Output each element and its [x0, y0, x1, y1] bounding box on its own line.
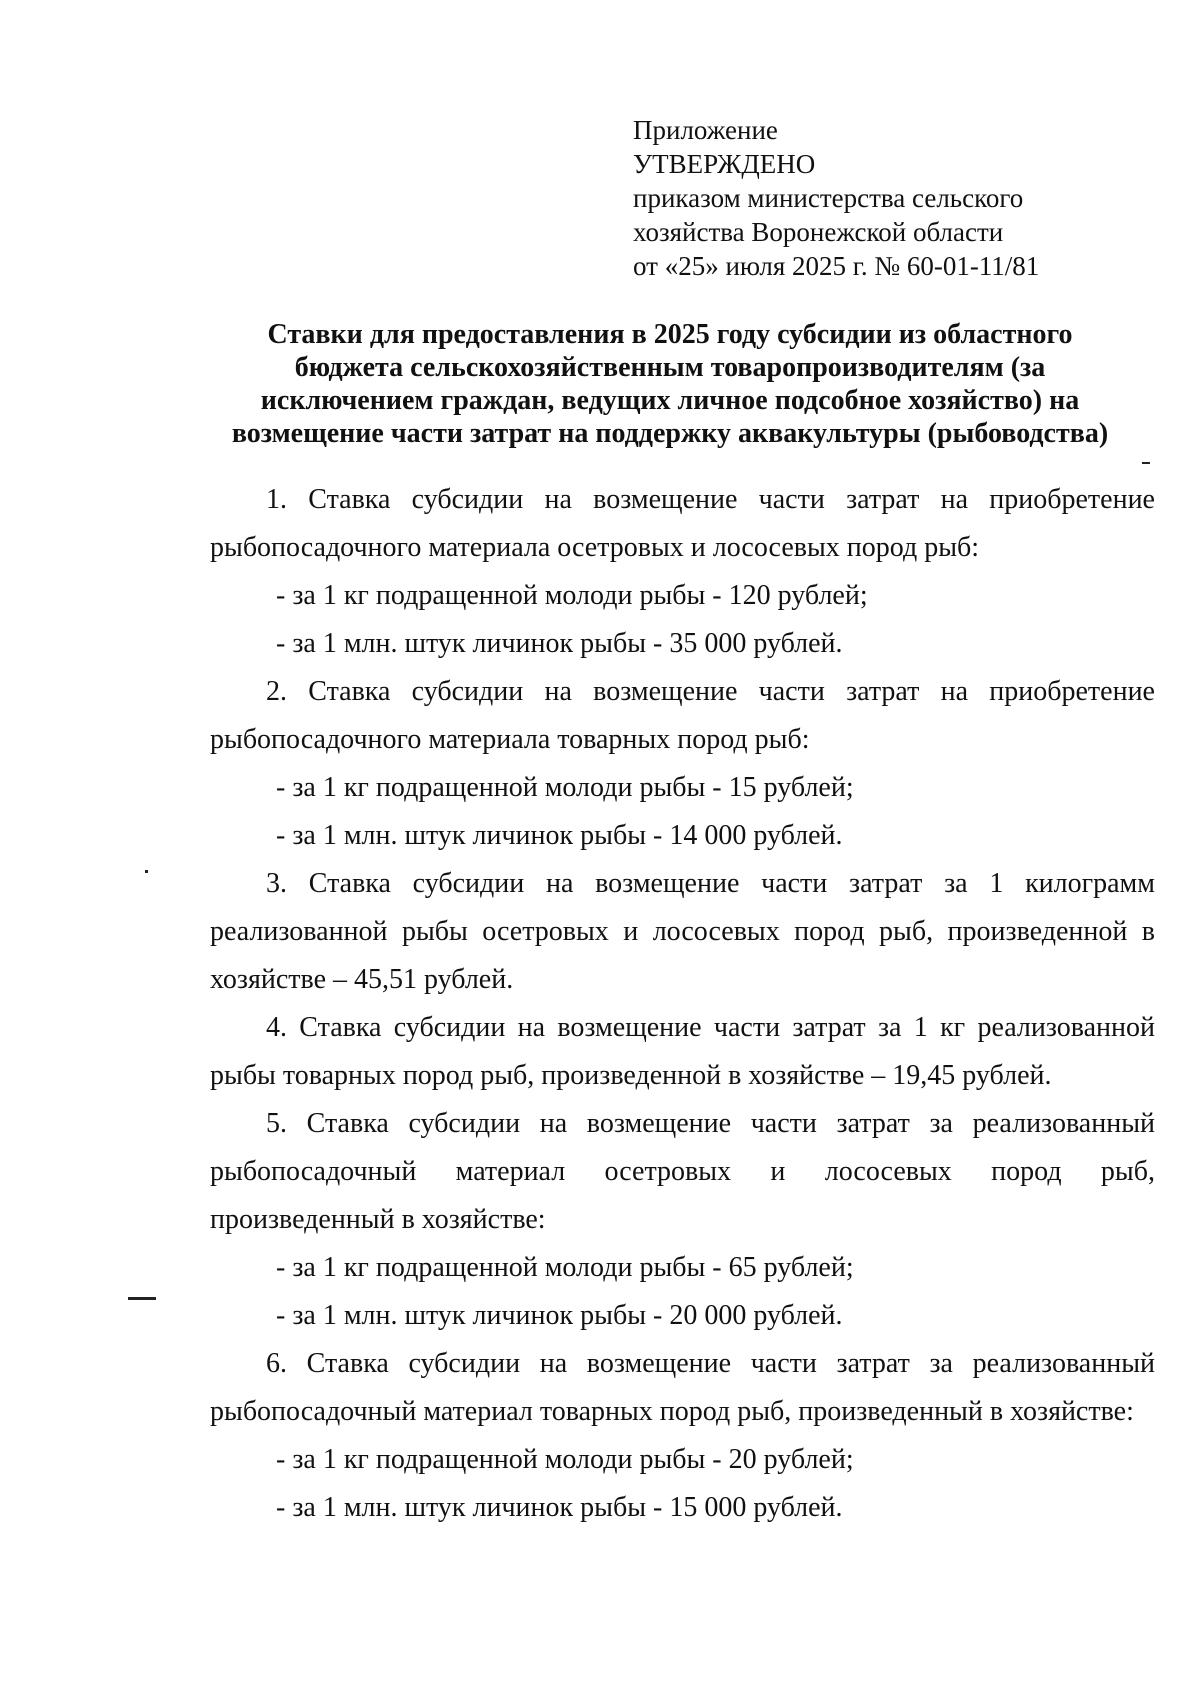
item-5-rate-fry: - за 1 кг подращенной молоди рыбы - 65 рублей;: [276, 1252, 854, 1283]
item-1-text: 1. Ставка субсидии на возмещение части затрат на приобретение: [266, 484, 1155, 515]
annex-label: Приложение: [633, 115, 778, 145]
approved-label: УТВЕРЖДЕНО: [633, 149, 816, 179]
scan-dash: [128, 1297, 156, 1300]
item-3-text: 3. Ставка субсидии на возмещение части затрат за 1 килограмм: [266, 868, 1155, 899]
item-1-text: рыбопосадочного материала осетровых и лососевых пород рыб:: [210, 532, 980, 563]
approval-line: хозяйства Воронежской области: [633, 217, 1004, 247]
item-1-rate-fry: - за 1 кг подращенной молоди рыбы - 120 рублей;: [276, 580, 868, 611]
item-6-text: 6. Ставка субсидии на возмещение части затрат за реализованный: [266, 1348, 1155, 1379]
item-4-text: рыбы товарных пород рыб, произведенной в хозяйстве – 19,45 рублей.: [210, 1060, 1052, 1091]
item-2-text: рыбопосадочного материала товарных пород рыб:: [210, 724, 810, 755]
item-3-text: реализованной рыбы осетровых и лососевых пород рыб, произведенной в: [210, 916, 1155, 947]
item-2-rate-larvae: - за 1 млн. штук личинок рыбы - 14 000 рублей.: [276, 820, 843, 851]
approval-line: приказом министерства сельского: [633, 183, 1024, 213]
rates-list: [210, 476, 1155, 1532]
approval-date-number: от «25» июля 2025 г. № 60-01-11/81: [633, 251, 1040, 281]
item-5-rate-larvae: - за 1 млн. штук личинок рыбы - 20 000 рублей.: [276, 1300, 843, 1331]
item-2-rate-fry: - за 1 кг подращенной молоди рыбы - 15 рублей;: [276, 772, 854, 803]
item-3-text: хозяйстве – 45,51 рублей.: [210, 964, 514, 995]
scan-dot: [145, 870, 148, 873]
item-4-text: 4. Ставка субсидии на возмещение части затрат за 1 кг реализованной: [266, 1012, 1155, 1043]
document-title: [210, 318, 1130, 450]
approval-block: [633, 113, 1153, 283]
item-6-rate-fry: - за 1 кг подращенной молоди рыбы - 20 рублей;: [276, 1444, 854, 1475]
item-5-text: 5. Ставка субсидии на возмещение части затрат за реализованный: [266, 1108, 1155, 1139]
item-5-text: рыбопосадочный материал осетровых и лососевых пород рыб,: [210, 1156, 1155, 1187]
item-5-text: произведенный в хозяйстве:: [210, 1204, 546, 1235]
item-6-text: рыбопосадочный материал товарных пород рыб, произведенный в хозяйстве:: [210, 1396, 1134, 1427]
title-line: возмещение части затрат на поддержку аквакультуры (рыбоводства): [231, 418, 1109, 449]
item-6-rate-larvae: - за 1 млн. штук личинок рыбы - 15 000 рублей.: [276, 1492, 843, 1523]
item-1-rate-larvae: - за 1 млн. штук личинок рыбы - 35 000 рублей.: [276, 628, 843, 659]
title-line: бюджета сельскохозяйственным товаропроизводителям (за: [294, 352, 1046, 383]
item-2-text: 2. Ставка субсидии на возмещение части затрат на приобретение: [266, 676, 1155, 707]
title-line: Ставки для предоставления в 2025 году субсидии из областного: [267, 319, 1073, 350]
title-line: исключением граждан, ведущих личное подсобное хозяйство) на: [260, 385, 1080, 416]
scan-dash: [1142, 462, 1150, 464]
